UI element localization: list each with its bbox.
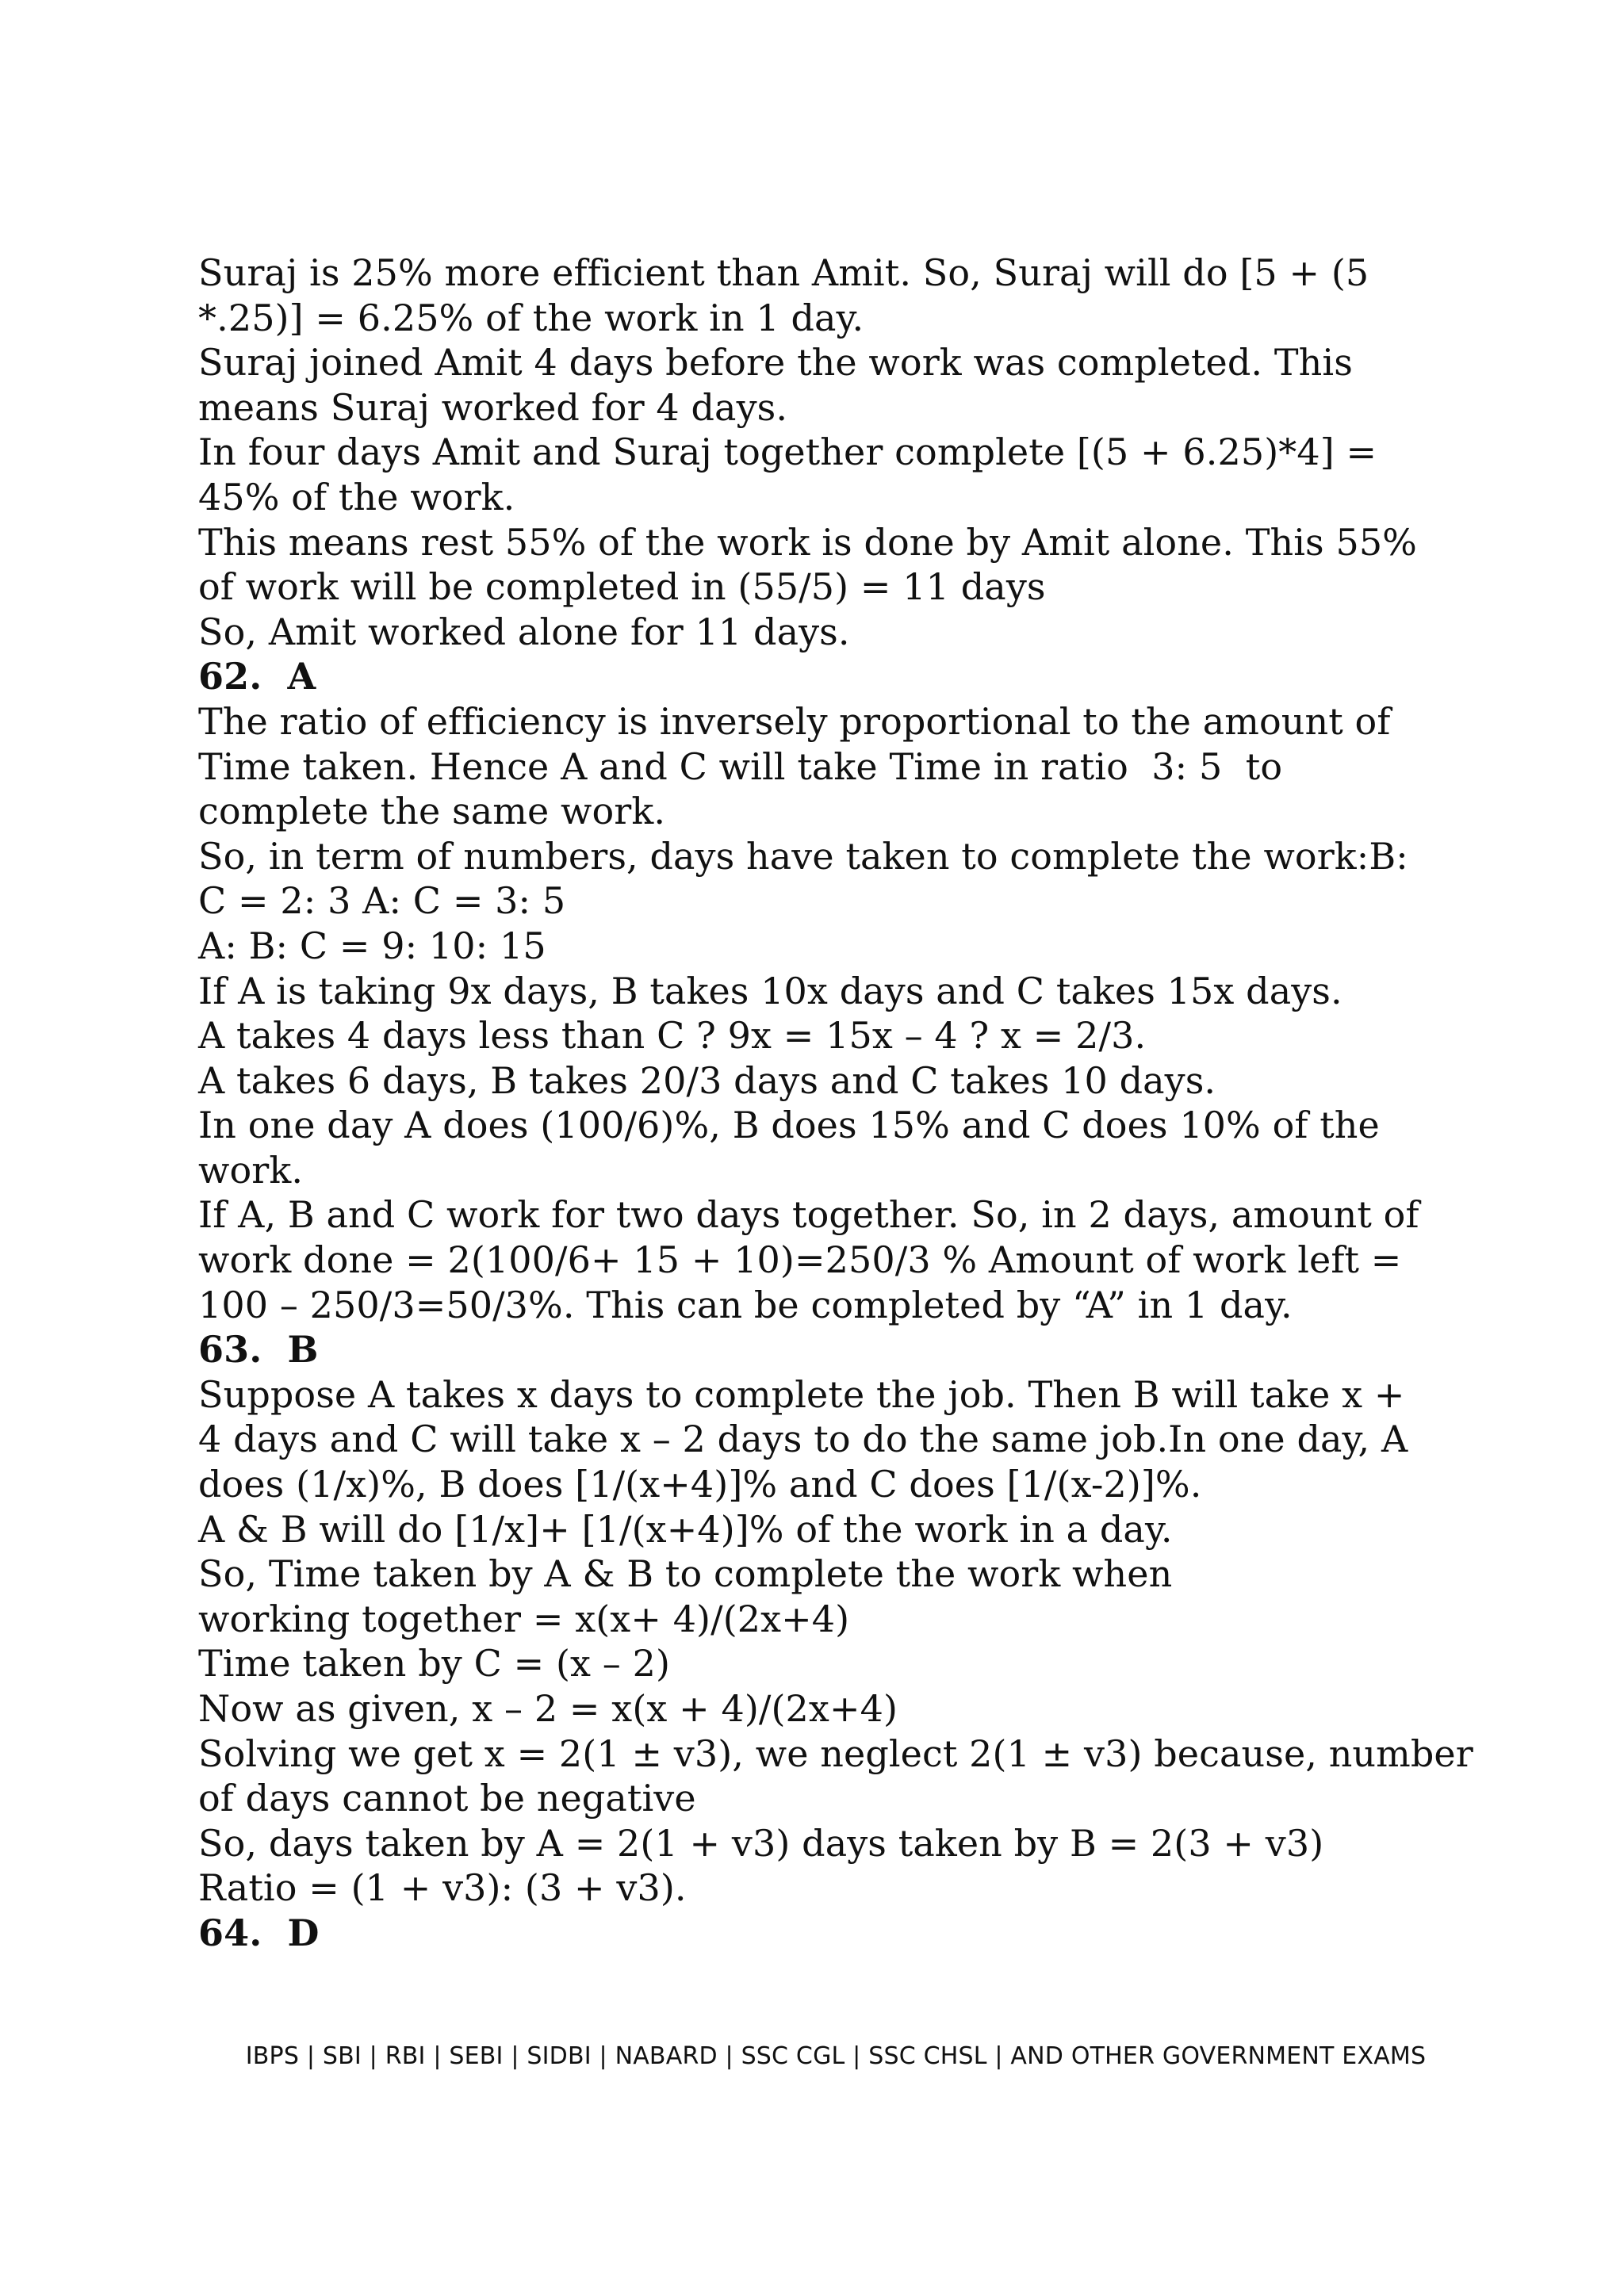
text-line: *.25)] = 6.25% of the work in 1 day. [198,296,864,339]
text-line: If A is taking 9x days, B takes 10x days and C takes 15x days. [198,969,1342,1012]
text-line: Time taken. Hence A and C will take Time in ratio 3: 5 to [198,744,1283,788]
text-line: means Suraj worked for 4 days. [198,385,788,429]
text-line: Ratio = (1 + v3): (3 + v3). [198,1866,687,1910]
text-line: If A, B and C work for two days together. So, in 2 days, amount of [198,1193,1419,1237]
text-line: So, Amit worked alone for 11 days. [198,610,850,653]
text-line: So, days taken by A = 2(1 + v3) days taken by B = 2(3 + v3) [198,1821,1324,1865]
text-line: 45% of the work. [198,475,515,519]
text-line: Solving we get x = 2(1 ± v3), we neglect 2(1 ± v3) because, number [198,1732,1473,1775]
text-line: Now as given, x – 2 = x(x + 4)/(2x+4) [198,1687,898,1730]
text-line: complete the same work. [198,790,666,833]
answer-heading: 63. B [198,1328,319,1372]
text-line: A & B will do [1/x]+ [1/(x+4)]% of the work in a day. [198,1507,1173,1551]
text-line: Suraj is 25% more efficient than Amit. So, Suraj will do [5 + (5 [198,251,1369,294]
text-line: So, Time taken by A & B to complete the work when [198,1552,1173,1596]
text-line: work. [198,1148,304,1192]
text-line: C = 2: 3 A: C = 3: 5 [198,879,566,923]
text-line: Suppose A takes x days to complete the job. Then B will take x + [198,1372,1405,1416]
text-line: A takes 6 days, B takes 20/3 days and C takes 10 days. [198,1058,1216,1102]
text-line: The ratio of efficiency is inversely proportional to the amount of [198,699,1391,743]
text-line: of work will be completed in (55/5) = 11 days [198,565,1046,609]
answer-heading: 64. D [198,1911,320,1954]
answer-heading: 62. A [198,655,316,698]
text-line: In four days Amit and Suraj together complete [(5 + 6.25)*4] = [198,430,1377,474]
text-line: This means rest 55% of the work is done by Amit alone. This 55% [198,520,1417,564]
text-line: work done = 2(100/6+ 15 + 10)=250/3 % Amount of work left = [198,1238,1402,1282]
text-line: does (1/x)%, B does [1/(x+4)]% and C does [1/(x-2)]%. [198,1463,1202,1506]
text-line: A: B: C = 9: 10: 15 [198,924,546,967]
text-line: 100 – 250/3=50/3%. This can be completed by “A” in 1 day. [198,1283,1293,1326]
text-line: 4 days and C will take x – 2 days to do the same job.In one day, A [198,1418,1408,1461]
page-footer: IBPS | SBI | RBI | SEBI | SIDBI | NABARD | SSC CGL | SSC CHSL | AND OTHER GOVERNMENT EXAMS [245,2042,1427,2070]
text-line: In one day A does (100/6)%, B does 15% and C does 10% of the [198,1104,1380,1147]
document-body [198,251,1473,1956]
text-line: of days cannot be negative [198,1777,696,1820]
text-line: A takes 4 days less than C ? 9x = 15x – 4 ? x = 2/3. [198,1014,1147,1058]
text-line: working together = x(x+ 4)/(2x+4) [198,1597,850,1640]
text-line: Time taken by C = (x – 2) [198,1642,670,1686]
text-line: Suraj joined Amit 4 days before the work was completed. This [198,341,1353,385]
text-line: So, in term of numbers, days have taken to complete the work:B: [198,834,1408,878]
